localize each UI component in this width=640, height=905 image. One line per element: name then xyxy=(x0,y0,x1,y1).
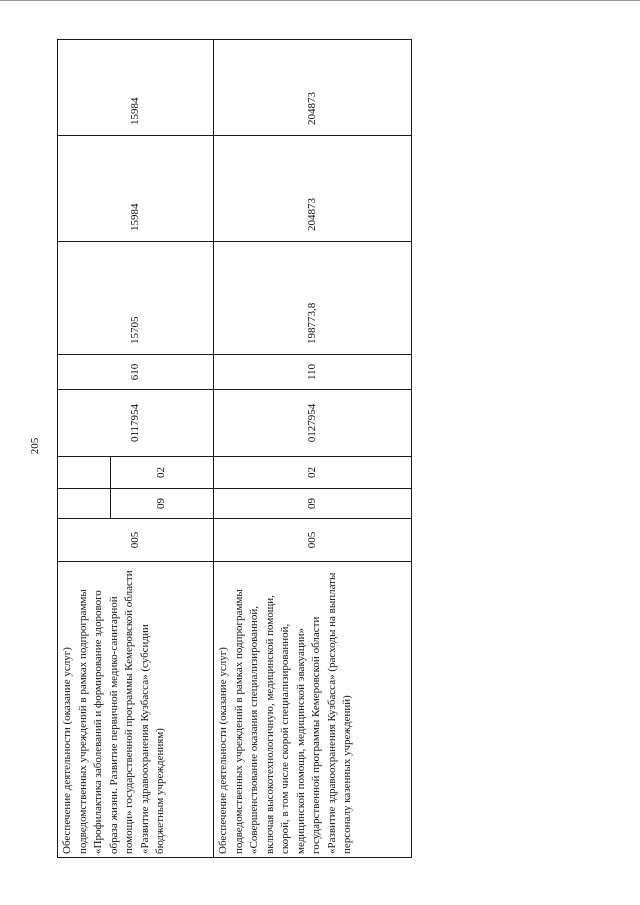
page-number: 205 xyxy=(29,437,41,455)
section-code-blank xyxy=(58,489,111,518)
budget-sheet xyxy=(57,40,411,858)
section-code: 09 xyxy=(155,498,168,509)
table-row xyxy=(58,40,214,858)
row-description: Обеспечение деятельности (оказание услуг) подведомственных учреждений в рамках подпрограммы «Профилактика заболеваний и формирование здорового образа жизни. Развитие первичной медико-санитарной помощи» государственной программы Кемеровской области «Развитие здравоохранения Кузбасса» (субсидии бюджетным учреждениям) xyxy=(58,562,214,858)
amount-year-3: 15984 xyxy=(58,40,214,136)
amount-year-1: 198773,8 xyxy=(214,242,412,355)
target-article-code: 0117954 xyxy=(58,390,214,457)
subsection-code-cell xyxy=(58,457,214,489)
subsection-code: 02 xyxy=(155,467,168,478)
amount-year-3: 204873 xyxy=(214,40,412,136)
expense-type-code: 110 xyxy=(214,355,412,390)
budget-table xyxy=(57,39,412,858)
top-rule xyxy=(0,0,640,1)
table-row xyxy=(214,40,412,858)
amount-year-1: 15705 xyxy=(58,242,214,355)
target-article-code: 0127954 xyxy=(214,390,412,457)
ministry-code: 005 xyxy=(58,519,214,562)
rotated-table-frame xyxy=(57,40,411,858)
amount-year-2: 204873 xyxy=(214,136,412,242)
expense-type-code: 610 xyxy=(58,355,214,390)
subsection-code-blank xyxy=(58,457,111,488)
subsection-code: 02 xyxy=(214,457,412,489)
row-description: Обеспечение деятельности (оказание услуг) подведомственных учреждений в рамках подпрограммы «Совершенствование оказания специализированной, включая высокотехнологичную, медицинской помощи, скорой, в том числе скорой специализированной, медицинской помощи, медицинской эвакуации» государственной программы Кемеровской области «Развитие здравоохранения Кузбасса» (расходы на выплаты персоналу казенных учреждений) xyxy=(214,562,412,858)
amount-year-2: 15984 xyxy=(58,136,214,242)
section-code: 09 xyxy=(214,489,412,519)
section-code-cell xyxy=(58,489,214,519)
ministry-code: 005 xyxy=(214,519,412,562)
